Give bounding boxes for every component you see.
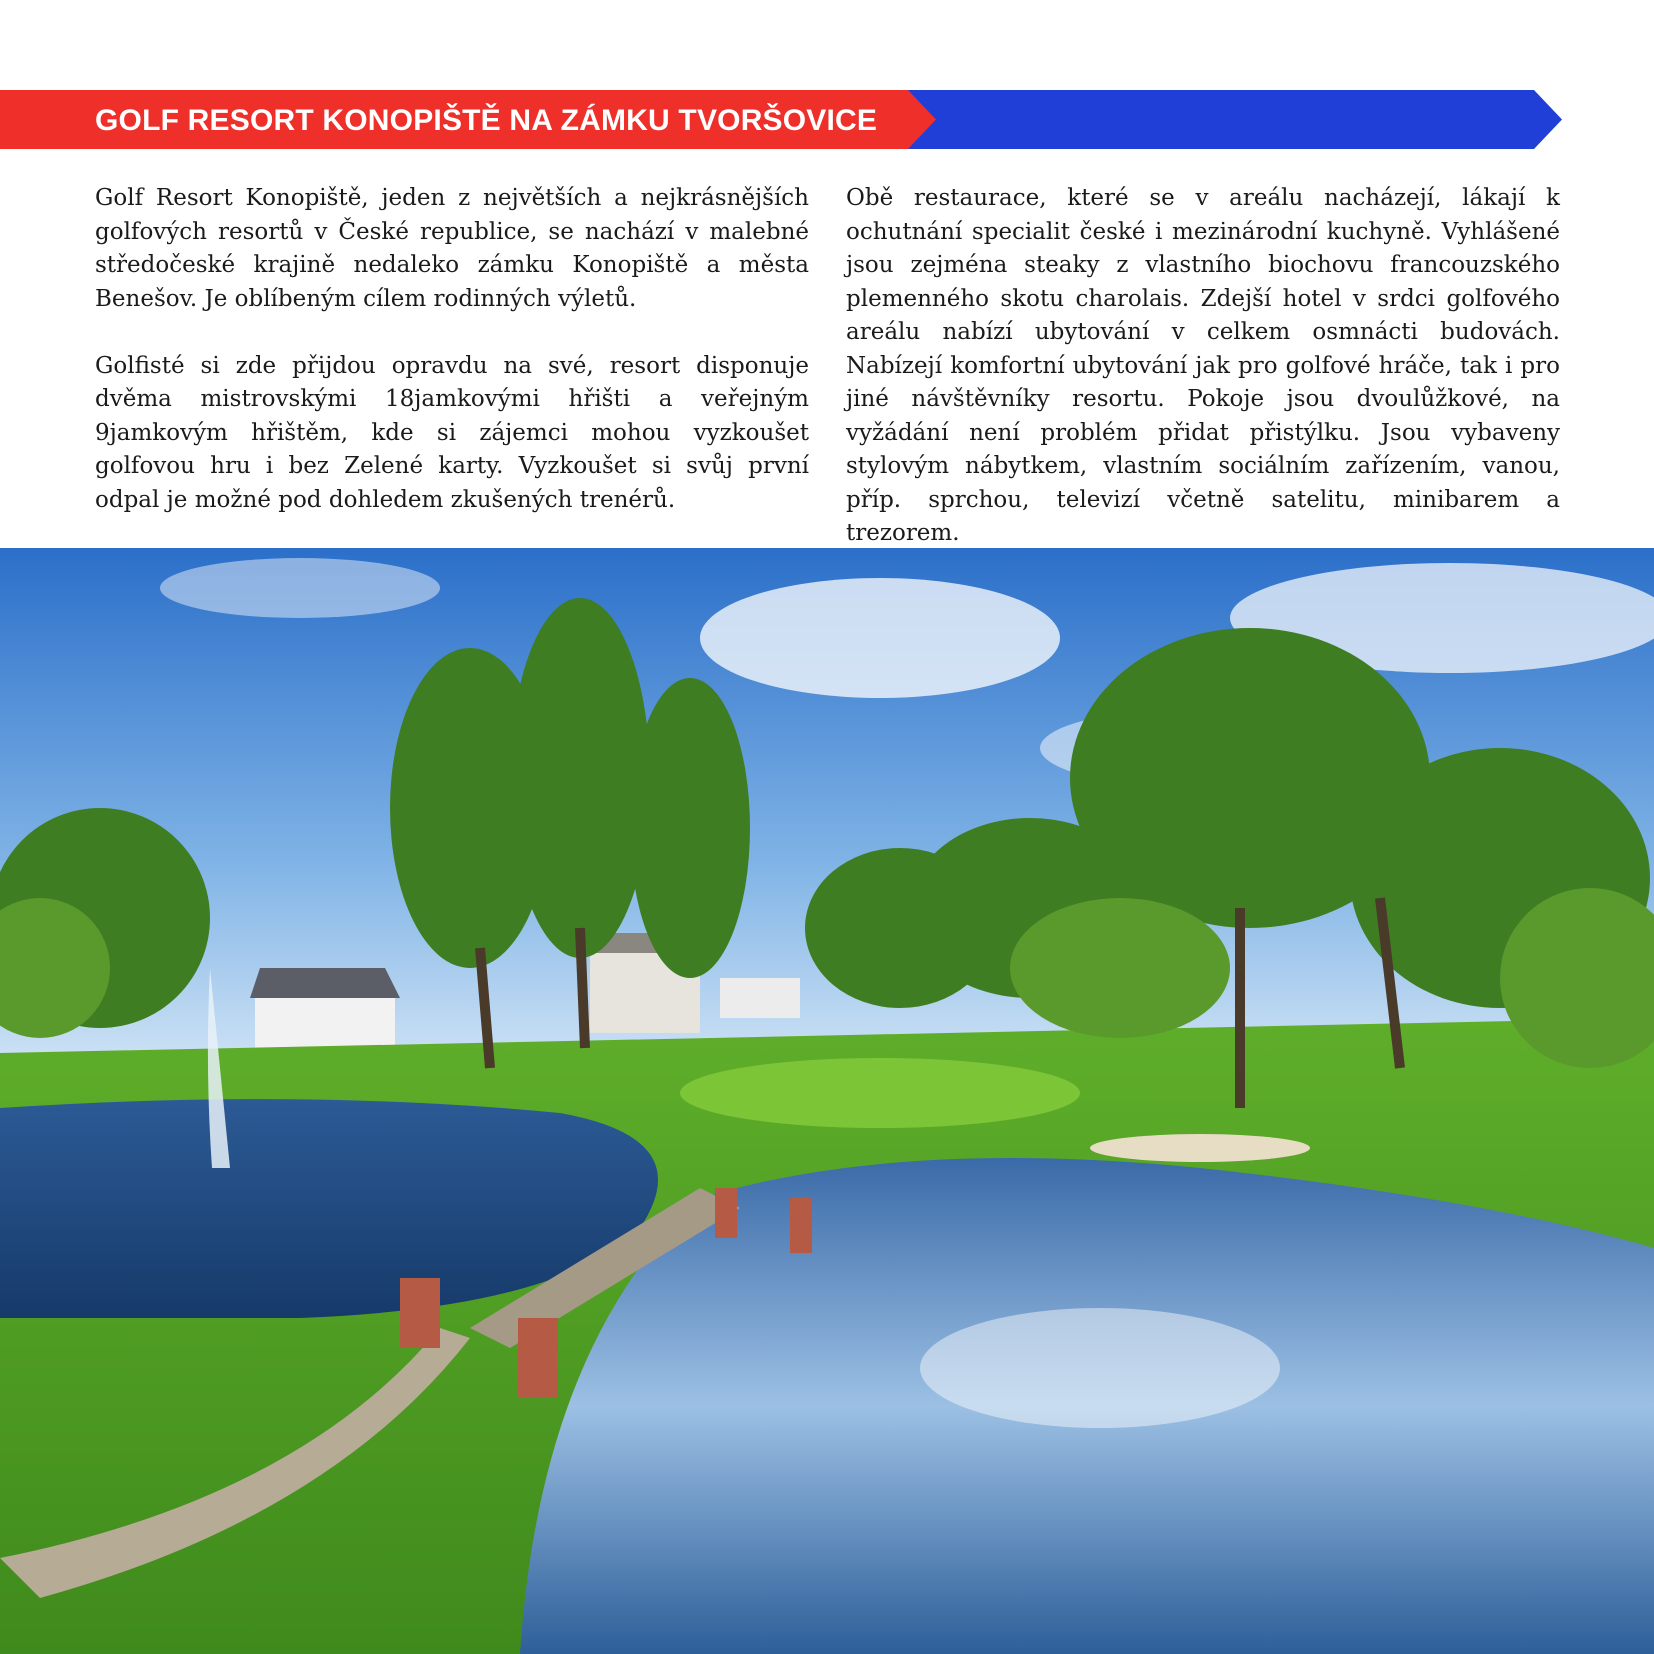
right-text-column xyxy=(846,182,1560,584)
paragraph: Golfisté si zde přijdou opravdu na své, resort disponuje dvěma mistrovskými 18jamkovými hřišti a veřejným 9jamkovým hřištěm, kde si zájemci mohou vyzkoušet golfovou hru i bez Zelené karty. Vyzkoušet si svůj první odpal je možné pod dohledem zkušených trenérů. xyxy=(95,352,809,513)
paragraph: Obě restaurace, které se v areálu nacházejí, lákají k ochutnání specialit české i mezinárodní kuchyně. Vyhlášené jsou zejména steaky z vlastního biochovu francouzského plemenného skotu charolais. Zdejší hotel v srdci golfového areálu nabízí ubytování v celkem osmnácti budovách. Nabízejí komfortní ubytování jak pro golfové hráče, tak i pro jiné návštěvníky resortu. Pokoje jsou dvoulůžkové, na vyžádání není problém přidat přistýlku. Jsou vybaveny stylovým nábytkem, vlastním sociálním zařízením, vanou, příp. sprchou, televizí včetně satelitu, minibarem a trezorem. xyxy=(846,185,1560,546)
golf-resort-photo xyxy=(0,548,1654,1654)
title-banner xyxy=(0,90,1654,149)
banner-blue-arrow xyxy=(900,90,1562,149)
page-title: GOLF RESORT KONOPIŠTĚ NA ZÁMKU TVORŠOVICE xyxy=(95,104,878,137)
paragraph: Golf Resort Konopiště, jeden z největších a nejkrásnějších golfových resortů v České republice, se nachází v malebné středočeské krajině nedaleko zámku Konopiště a města Benešov. Je oblíbeným cílem rodinných výletů. xyxy=(95,185,809,312)
left-text-column xyxy=(95,182,809,551)
